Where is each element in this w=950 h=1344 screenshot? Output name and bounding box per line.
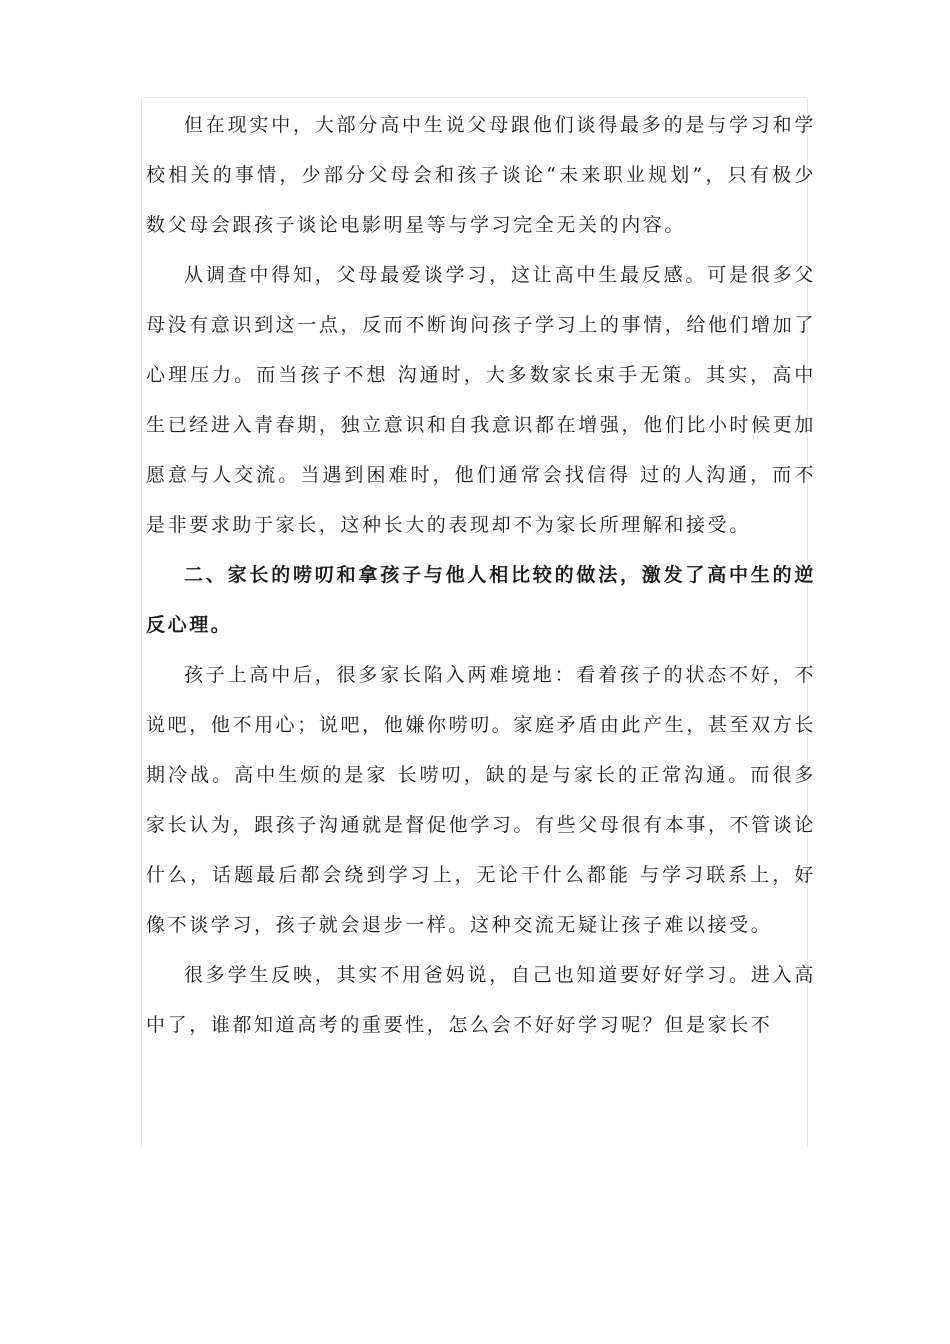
section-heading-nagging: 二、家长的唠叨和拿孩子与他人相比较的做法，激发了高中生的逆反心理。 xyxy=(146,564,816,636)
document-body xyxy=(146,100,816,1050)
paragraph-dilemma: 孩子上高中后，很多家长陷入两难境地：看着孩子的状态不好，不说吧，他不用心；说吧，他嫌你唠叨。家庭矛盾由此产生，甚至双方长期冷战。高中生烦的是家 长唠叨，缺的是与家长的正常沟通。而很多家长认为，跟孩子沟通就是督促他学习。有些父母很有本事，不管谈论什么，话题最后都会绕到学习上，无论干什么都能 与学习联系上，好像不谈学习，孩子就会退步一样。这种交流无疑让孩子难以接受。 xyxy=(146,664,816,936)
paragraph-student-feedback: 很多学生反映，其实不用爸妈说，自己也知道要好好学习。进入高中了，谁都知道高考的重要性，怎么会不好好学习呢？但是家长不 xyxy=(146,964,816,1036)
paragraph-parent-topics: 但在现实中，大部分高中生说父母跟他们谈得最多的是与学习和学校相关的事情，少部分父母会和孩子谈论“未来职业规划”，只有极少数父母会跟孩子谈论电影明星等与学习完全无关的内容。 xyxy=(146,114,816,236)
paragraph-survey-findings: 从调查中得知，父母最爱谈学习，这让高中生最反感。可是很多父母没有意识到这一点，反而不断询问孩子学习上的事情，给他们增加了心理压力。而当孩子不想 沟通时，大多数家长束手无策。其实，高中生已经进入青春期，独立意识和自我意识都在增强，他们比小时候更加愿意与人交流。当遇到困难时，他们通常会找信得 过的人沟通，而不是非要求助于家长，这种长大的表现却不为家长所理解和接受。 xyxy=(146,264,816,536)
